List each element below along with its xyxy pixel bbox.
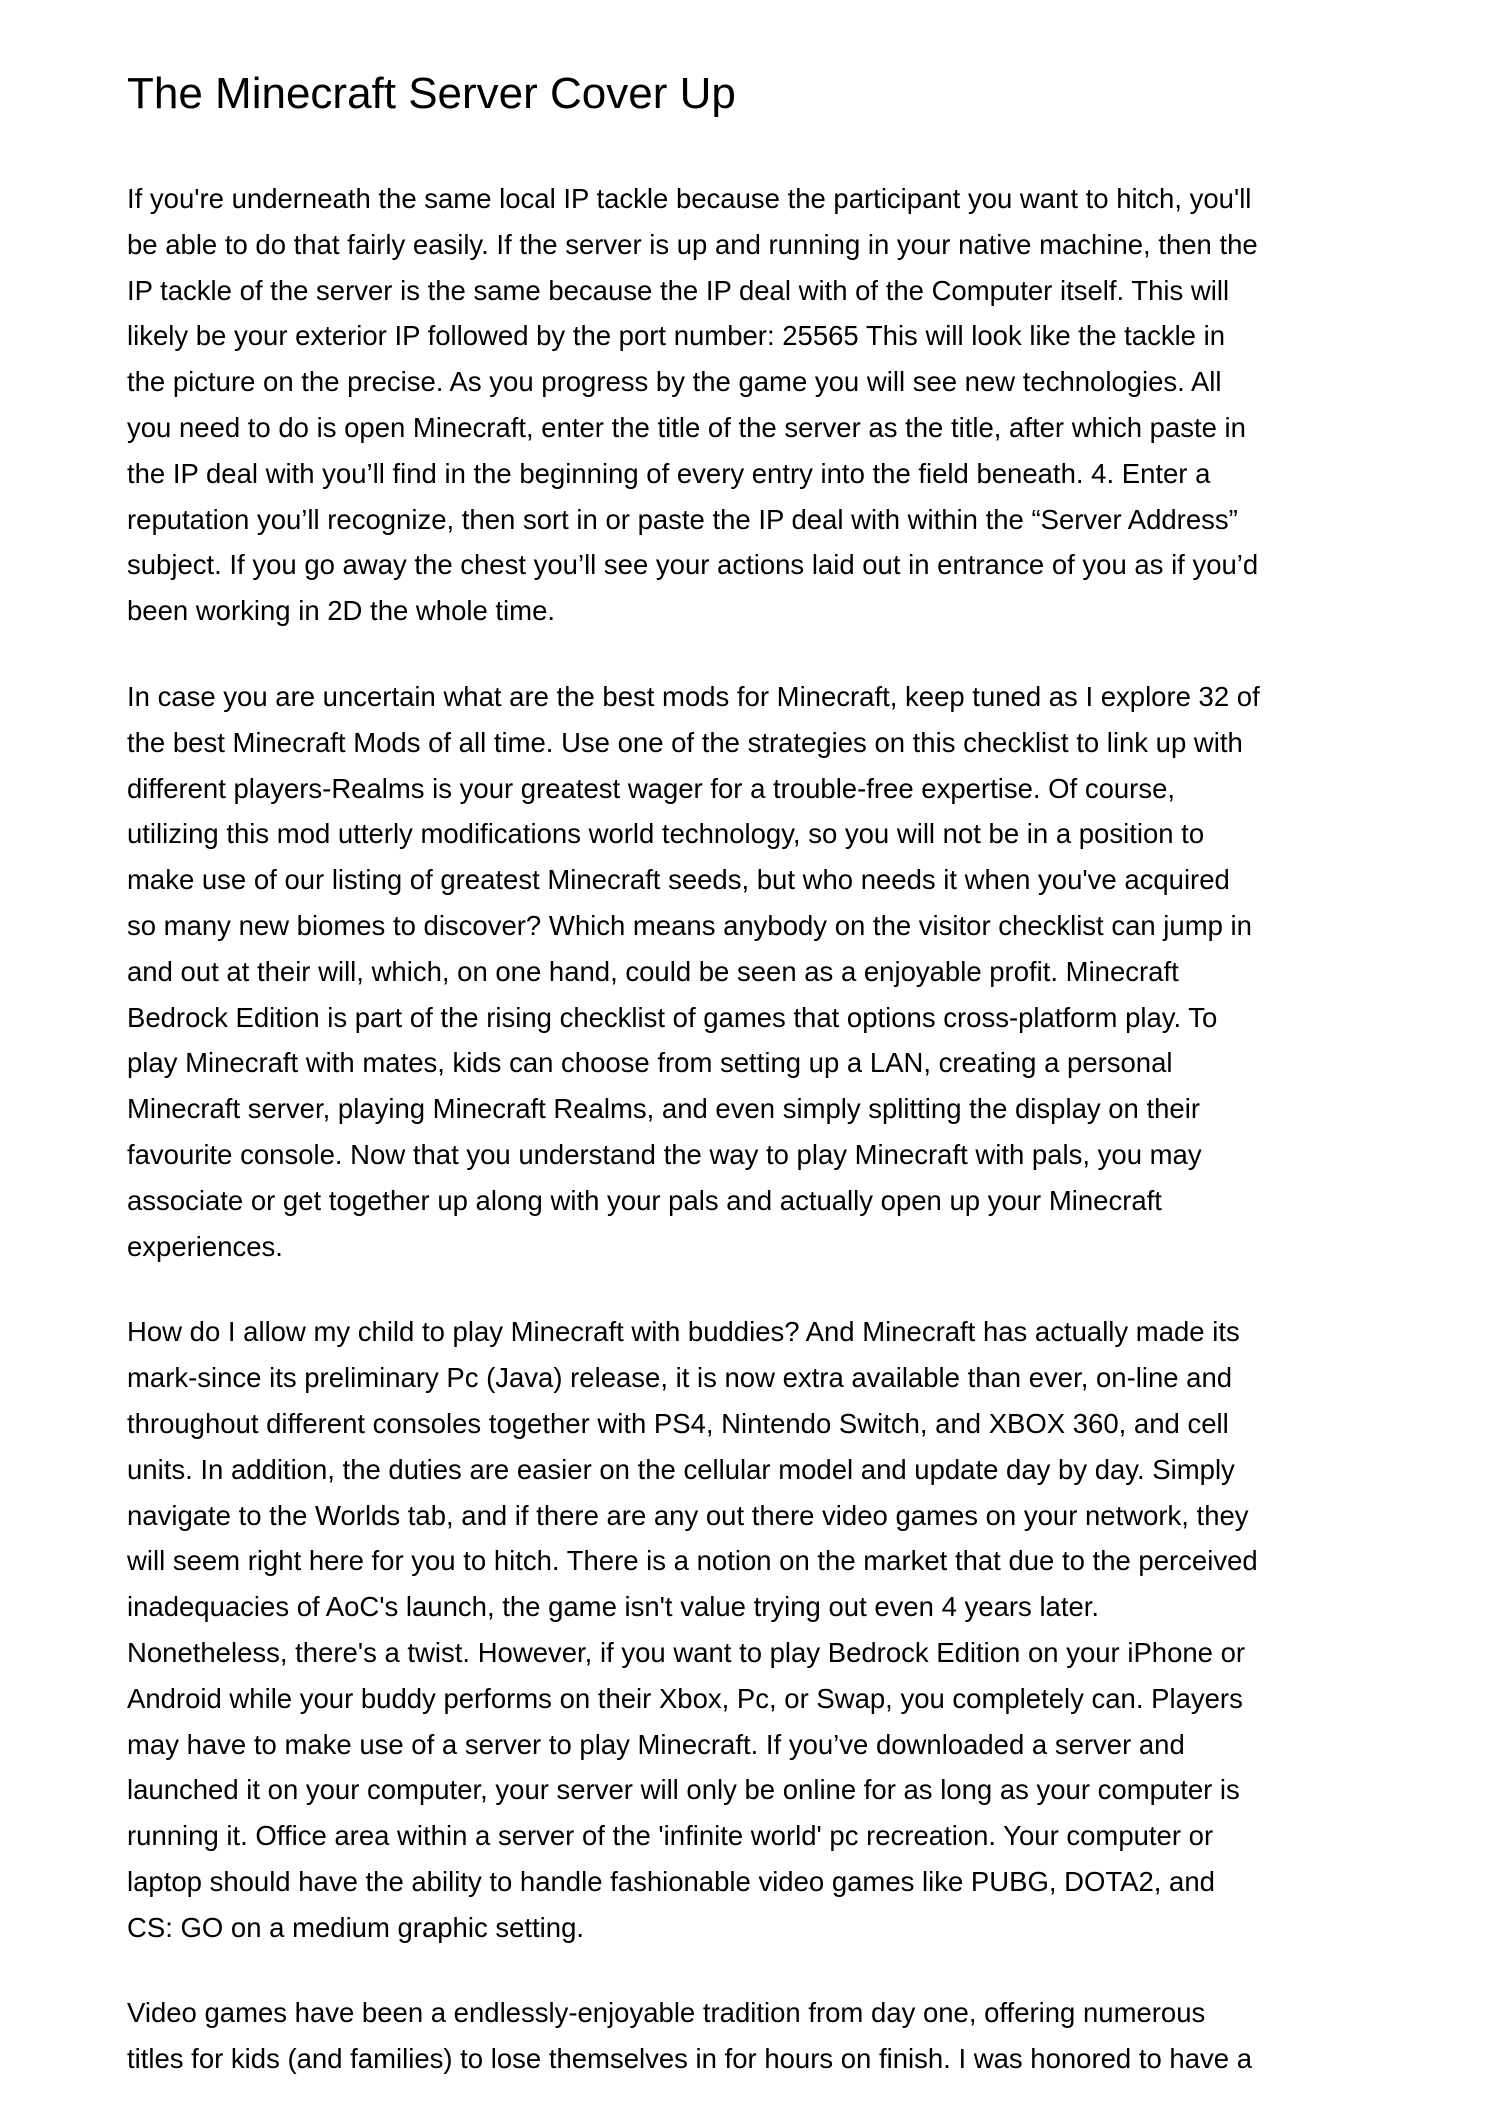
document-body — [127, 176, 1427, 2082]
text-line: throughout different consoles together with PS4, Nintendo Switch, and XBOX 360, and cell — [127, 1407, 1229, 1439]
text-line: laptop should have the ability to handle fashionable video games like PUBG, DOTA2, and — [127, 1865, 1215, 1897]
text-line: CS: GO on a medium graphic setting. — [127, 1911, 585, 1943]
text-line: mark-since its preliminary Pc (Java) release, it is now extra available than ever, on-line and — [127, 1362, 1233, 1394]
text-line: titles for kids (and families) to lose themselves in for hours on finish. I was honored to have a — [127, 2043, 1252, 2075]
text-line: and out at their will, which, on one hand, could be seen as a enjoyable profit. Minecraft — [127, 955, 1179, 987]
paragraph — [127, 1990, 1427, 2082]
text-line: running it. Office area within a server of the 'infinite world' pc recreation. Your computer or — [127, 1820, 1214, 1852]
text-line: units. In addition, the duties are easier on the cellular model and update day by day. Simply — [127, 1453, 1235, 1485]
page-title: The Minecraft Server Cover Up — [127, 69, 736, 118]
text-line: make use of our listing of greatest Minecraft seeds, but who needs it when you've acquired — [127, 864, 1230, 896]
text-line: reputation you’ll recognize, then sort in or paste the IP deal with within the “Server Address” — [127, 503, 1238, 535]
text-line: subject. If you go away the chest you’ll see your actions laid out in entrance of you as if you’d — [127, 549, 1259, 581]
text-line: launched it on your computer, your server will only be online for as long as your computer is — [127, 1774, 1240, 1806]
text-line: Minecraft server, playing Minecraft Realms, and even simply splitting the display on their — [127, 1093, 1200, 1125]
text-line: will seem right here for you to hitch. There is a notion on the market that due to the perceived — [127, 1545, 1258, 1577]
text-line: navigate to the Worlds tab, and if there are any out there video games on your network, they — [127, 1499, 1249, 1531]
text-line: the picture on the precise. As you progress by the game you will see new technologies. All — [127, 366, 1222, 398]
text-line: the best Minecraft Mods of all time. Use one of the strategies on this checklist to link up with — [127, 726, 1243, 758]
paragraph — [127, 176, 1427, 634]
text-line: the IP deal with you’ll find in the beginning of every entry into the field beneath. 4. Enter a — [127, 457, 1211, 489]
text-line: so many new biomes to discover? Which means anybody on the visitor checklist can jump in — [127, 909, 1252, 941]
text-line: In case you are uncertain what are the best mods for Minecraft, keep tuned as I explore 32 of — [127, 680, 1260, 712]
paragraph — [127, 674, 1427, 1269]
text-line: utilizing this mod utterly modifications world technology, so you will not be in a position to — [127, 818, 1205, 850]
text-line: different players-Realms is your greatest wager for a trouble-free expertise. Of course, — [127, 772, 1176, 804]
text-line: favourite console. Now that you understand the way to play Minecraft with pals, you may — [127, 1138, 1202, 1170]
text-line: play Minecraft with mates, kids can choose from setting up a LAN, creating a personal — [127, 1047, 1173, 1079]
text-line: associate or get together up along with your pals and actually open up your Minecraft — [127, 1184, 1162, 1216]
text-line: Nonetheless, there's a twist. However, if you want to play Bedrock Edition on your iPhone or — [127, 1636, 1246, 1668]
text-line: likely be your exterior IP followed by the port number: 25565 This will look like the tackle in — [127, 320, 1226, 352]
text-line: experiences. — [127, 1230, 283, 1262]
text-line: IP tackle of the server is the same because the IP deal with of the Computer itself. This will — [127, 274, 1230, 306]
text-line: inadequacies of AoC's launch, the game isn't value trying out even 4 years later. — [127, 1591, 1100, 1623]
text-line: you need to do is open Minecraft, enter the title of the server as the title, after which paste in — [127, 411, 1246, 443]
text-line: Bedrock Edition is part of the rising checklist of games that options cross-platform play. To — [127, 1001, 1218, 1033]
text-line: be able to do that fairly easily. If the server is up and running in your native machine, then the — [127, 228, 1258, 260]
text-line: If you're underneath the same local IP tackle because the participant you want to hitch, you'll — [127, 183, 1252, 214]
text-line: been working in 2D the whole time. — [127, 595, 556, 627]
text-line: Video games have been a endlessly-enjoyable tradition from day one, offering numerous — [127, 1997, 1206, 2029]
text-line: How do I allow my child to play Minecraft with buddies? And Minecraft has actually made its — [127, 1316, 1240, 1348]
document — [127, 62, 1427, 2122]
text-line: Android while your buddy performs on their Xbox, Pc, or Swap, you completely can. Players — [127, 1682, 1243, 1714]
paragraph — [127, 1309, 1427, 1950]
text-line: may have to make use of a server to play Minecraft. If you’ve downloaded a server and — [127, 1728, 1185, 1760]
